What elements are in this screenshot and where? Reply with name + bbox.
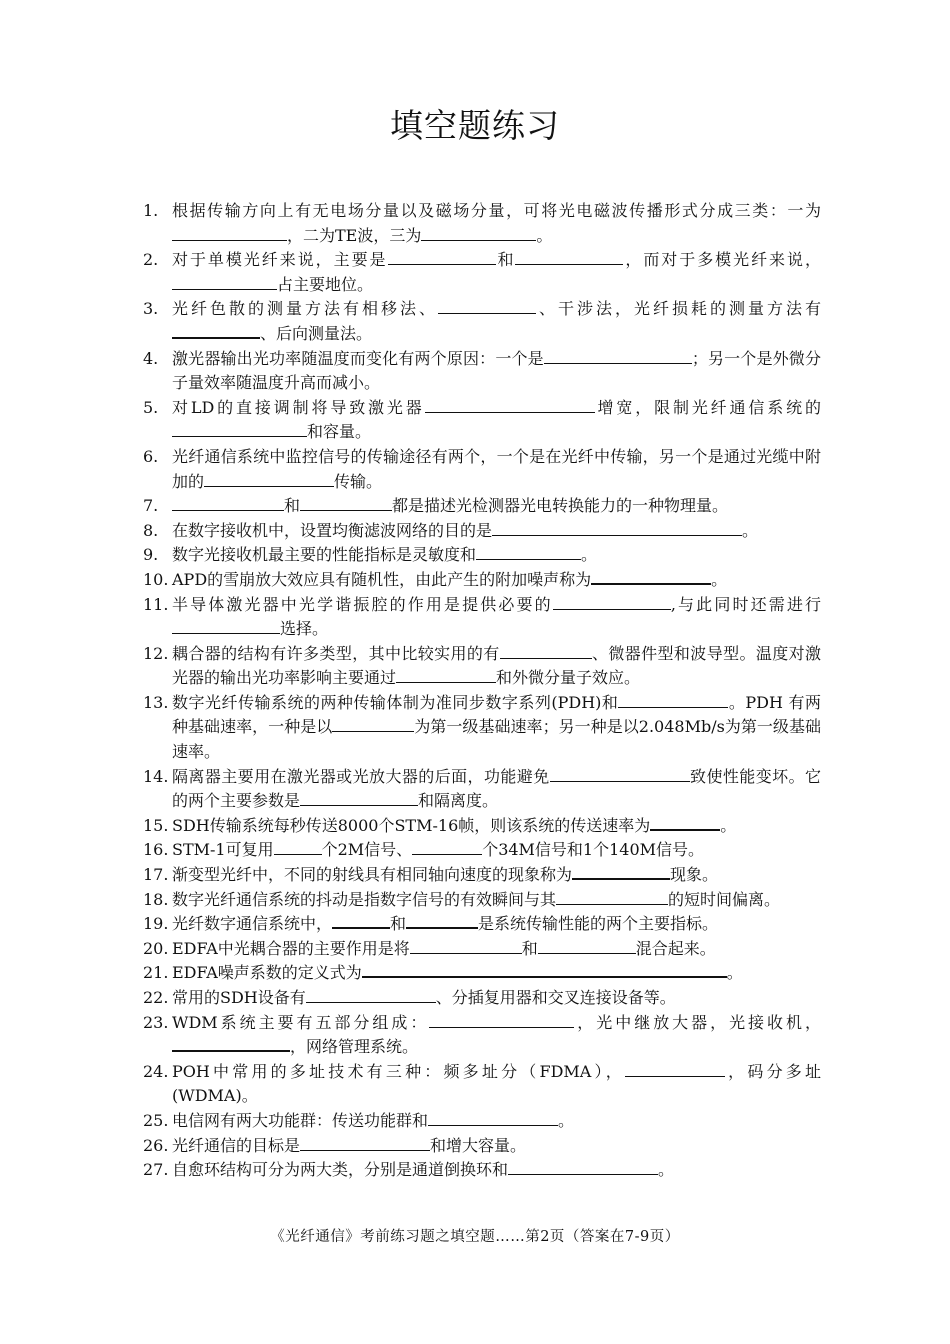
answer-blank[interactable] [412, 840, 482, 855]
answer-blank[interactable] [172, 323, 260, 339]
answer-blank[interactable] [438, 299, 536, 314]
question-text: 、后向测量法。 [260, 323, 373, 343]
question-text: 混合起来。 [635, 938, 716, 958]
question-15 [143, 814, 821, 839]
answer-blank[interactable] [550, 767, 690, 782]
question-text: 和 [390, 914, 407, 934]
question-13 [143, 691, 821, 765]
question-text: ；另一个是外微分子量效率随温度升高而减小。 [172, 348, 821, 393]
question-list [143, 199, 821, 1183]
question-text: 耦合器的结构有许多类型，其中比较实用的有 [172, 643, 500, 663]
question-text: 、微器件型和波导型。温度对激光器的输出光功率影响主要通过 [172, 643, 821, 688]
question-number: 1. [143, 201, 159, 220]
question-4 [143, 347, 821, 396]
page-footer: 《光纤通信》考前练习题之填空题……第2页（答案在7-9页） [270, 1229, 680, 1245]
question-text: 。 [711, 569, 728, 589]
question-text: 个34M信号和1个140M信号。 [482, 840, 705, 860]
question-text: 对于单模光纤来说，主要是 [172, 250, 388, 270]
question-text: 增宽，限制光纤通信系统的 [594, 397, 821, 417]
question-text: 和隔离度。 [418, 791, 499, 811]
question-8 [143, 519, 821, 544]
question-9 [143, 543, 821, 568]
answer-blank[interactable] [388, 250, 496, 265]
question-27 [143, 1158, 821, 1183]
answer-blank[interactable] [515, 250, 623, 265]
question-text: 电信网有两大功能群：传送功能群和 [172, 1110, 429, 1130]
answer-blank[interactable] [204, 472, 334, 487]
question-text: 自愈环结构可分为两大类，分别是通道倒换环和 [172, 1160, 509, 1180]
question-text: 数字光纤通信系统的抖动是指数字信号的有效瞬间与其 [172, 889, 557, 909]
question-text: POH中常用的多址技术有三种：频多址分（FDMA）， [172, 1061, 625, 1081]
question-14 [143, 765, 821, 814]
answer-blank[interactable] [172, 496, 284, 511]
answer-blank[interactable] [172, 226, 287, 241]
answer-blank[interactable] [591, 569, 711, 585]
answer-blank[interactable] [332, 717, 414, 732]
question-2 [143, 248, 821, 297]
question-1 [143, 199, 821, 248]
answer-blank[interactable] [362, 962, 727, 978]
question-number: 8. [143, 520, 159, 540]
question-number: 22. [143, 988, 169, 1007]
question-10 [143, 568, 821, 593]
question-number: 14. [143, 766, 169, 786]
answer-blank[interactable] [172, 1036, 290, 1052]
answer-blank[interactable] [172, 619, 280, 634]
question-text: 和外微分量子效应。 [496, 668, 641, 688]
question-text: 隔离器主要用在激光器或光放大器的后面，功能避免 [172, 766, 550, 786]
answer-blank[interactable] [553, 595, 671, 610]
question-number: 9. [143, 545, 159, 565]
question-text: 光纤色散的测量方法有相移法、 [172, 299, 438, 319]
question-text: 选择。 [280, 619, 329, 639]
question-number: 7. [143, 496, 159, 516]
answer-blank[interactable] [425, 398, 595, 413]
question-text: STM-1可复用 [172, 840, 274, 860]
question-22 [143, 986, 821, 1011]
answer-blank[interactable] [544, 349, 692, 364]
answer-blank[interactable] [492, 521, 742, 536]
question-text: EDFA中光耦合器的主要作用是将 [172, 938, 410, 958]
answer-blank[interactable] [410, 939, 522, 954]
question-text: 在数字接收机中，设置均衡滤波网络的目的是 [172, 520, 493, 540]
question-text: 对LD的直接调制将导致激光器 [172, 397, 425, 417]
question-number: 24. [143, 1061, 169, 1081]
question-text: 和 [495, 250, 516, 270]
question-number: 25. [143, 1110, 169, 1130]
answer-blank[interactable] [556, 890, 668, 905]
question-number: 23. [143, 1012, 169, 1032]
question-text: 致使性能变坏。它的两个主要参数是 [172, 766, 821, 811]
question-text: 。 [581, 545, 598, 565]
answer-blank[interactable] [572, 864, 670, 880]
question-text: 和增大容量。 [430, 1135, 527, 1155]
question-number: 19. [143, 914, 169, 934]
question-16 [143, 838, 821, 863]
question-text: 光纤通信的目标是 [172, 1135, 301, 1155]
question-text: 传输。 [334, 471, 383, 491]
question-text: 。 [658, 1160, 675, 1180]
answer-blank[interactable] [500, 644, 592, 659]
answer-blank[interactable] [508, 1160, 658, 1175]
question-17 [143, 863, 821, 888]
question-text: 占主要地位。 [277, 274, 374, 294]
question-text: 激光器输出光功率随温度而变化有两个原因：一个是 [172, 348, 544, 368]
question-text: 和 [284, 496, 301, 516]
question-26 [143, 1134, 821, 1159]
question-11 [143, 593, 821, 642]
question-text: 都是描述光检测器光电转换能力的一种物理量。 [392, 496, 729, 516]
question-text: 。 [742, 520, 759, 540]
question-text: ，网络管理系统。 [290, 1037, 419, 1057]
question-number: 26. [143, 1135, 169, 1155]
question-text: APD的雪崩放大效应具有随机性，由此产生的附加噪声称为 [172, 569, 592, 589]
question-number: 2. [143, 250, 159, 270]
question-number: 16. [143, 840, 169, 860]
question-text: ，码分多址(WDMA)。 [172, 1061, 821, 1106]
question-text: ，光中继放大器，光接收机， [574, 1012, 821, 1032]
answer-blank[interactable] [428, 1111, 558, 1126]
question-text: EDFA噪声系数的定义式为 [172, 963, 362, 983]
question-3 [143, 297, 821, 346]
question-23 [143, 1011, 821, 1060]
question-text: ，而对于多模光纤来说， [623, 250, 821, 270]
question-text: 和 [521, 938, 538, 958]
question-12 [143, 642, 821, 691]
question-21 [143, 961, 821, 986]
question-text: 光纤数字通信系统中， [172, 914, 333, 934]
question-text: 。 [720, 815, 737, 835]
answer-blank[interactable] [172, 275, 277, 290]
answer-blank[interactable] [332, 913, 390, 929]
question-number: 17. [143, 865, 169, 885]
answer-blank[interactable] [300, 1136, 430, 1151]
question-text: 为第一级基础速率；另一种是以2.048Mb/s为第一级基础速率。 [172, 717, 821, 762]
page-title: 填空题练习 [390, 106, 560, 145]
question-text: 和容量。 [307, 422, 372, 442]
question-text: 数字光纤传输系统的两种传输体制为准同步数字系列(PDH)和 [172, 692, 619, 712]
question-text: 。 [726, 963, 743, 983]
question-text: WDM系统主要有五部分组成： [172, 1012, 430, 1032]
question-number: 6. [143, 446, 159, 466]
question-text: 是系统传输性能的两个主要指标。 [478, 914, 719, 934]
answer-blank[interactable] [625, 1062, 725, 1077]
question-25 [143, 1109, 821, 1134]
answer-blank[interactable] [421, 226, 536, 241]
question-text: ，二为TE波，三为 [287, 225, 422, 245]
question-24 [143, 1060, 821, 1109]
question-text: 个2M信号、 [321, 840, 413, 860]
question-number: 20. [143, 938, 169, 958]
question-text: 常用的SDH设备有 [172, 988, 306, 1007]
question-number: 11. [143, 594, 169, 614]
answer-blank[interactable] [172, 422, 307, 437]
question-text: 半导体激光器中光学谐振腔的作用是提供必要的 [172, 594, 553, 614]
question-text: 的短时间偏离。 [668, 889, 781, 909]
question-6 [143, 445, 821, 494]
question-5 [143, 396, 821, 445]
question-number: 10. [143, 569, 169, 589]
question-19 [143, 912, 821, 937]
question-7 [143, 494, 821, 519]
question-text: 。PDH 有两种基础速率，一种是以 [172, 692, 821, 737]
question-number: 4. [143, 348, 159, 368]
question-number: 5. [143, 397, 159, 417]
answer-blank[interactable] [300, 791, 418, 806]
question-text: 根据传输方向上有无电场分量以及磁场分量，可将光电磁波传播形式分成三类：一为 [172, 201, 821, 220]
answer-blank[interactable] [476, 545, 581, 560]
answer-blank[interactable] [650, 815, 720, 831]
question-number: 21. [143, 963, 169, 983]
question-text: ,与此同时还需进行 [670, 594, 821, 614]
question-text: 现象。 [670, 865, 719, 885]
question-18 [143, 888, 821, 913]
answer-blank[interactable] [538, 939, 636, 954]
question-text: 、分插复用器和交叉连接设备等。 [435, 988, 676, 1007]
question-text: 。 [536, 225, 553, 245]
answer-blank[interactable] [618, 693, 728, 708]
question-text: 数字光接收机最主要的性能指标是灵敏度和 [172, 545, 477, 565]
question-number: 18. [143, 889, 169, 909]
answer-blank[interactable] [406, 913, 478, 929]
answer-blank[interactable] [306, 988, 436, 1003]
answer-blank[interactable] [396, 668, 496, 683]
question-20 [143, 937, 821, 962]
question-text: SDH传输系统每秒传送8000个STM-16帧，则该系统的传送速率为 [172, 815, 651, 835]
question-text: 渐变型光纤中，不同的射线具有相同轴向速度的现象称为 [172, 865, 573, 885]
question-number: 15. [143, 815, 169, 835]
question-number: 13. [143, 692, 169, 712]
question-text: 。 [558, 1110, 575, 1130]
answer-blank[interactable] [300, 496, 392, 511]
answer-blank[interactable] [429, 1013, 574, 1028]
question-text: 光纤通信系统中监控信号的传输途径有两个，一个是在光纤中传输，另一个是通过光缆中附加的 [172, 446, 821, 491]
answer-blank[interactable] [274, 840, 322, 855]
question-number: 12. [143, 643, 169, 663]
question-text: 、干涉法，光纤损耗的测量方法有 [536, 299, 821, 319]
question-number: 3. [143, 299, 159, 319]
question-number: 27. [143, 1160, 169, 1180]
